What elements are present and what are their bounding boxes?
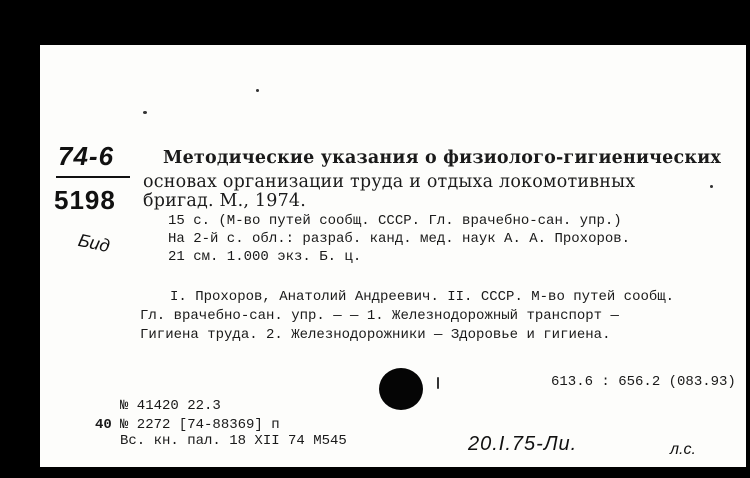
udc-classification: 613.6 : 656.2 (083.93) bbox=[551, 374, 736, 390]
tracing-line-2: Гл. врачебно-сан. упр. — — 1. Железнодорожный транспорт — bbox=[140, 308, 619, 324]
handwritten-initials: л.с. bbox=[670, 441, 696, 458]
shelf-mark-divider bbox=[56, 176, 130, 178]
title-line-3: бригад. М., 1974. bbox=[143, 191, 307, 211]
footer-line-2-prefix: 40 bbox=[95, 417, 112, 433]
card-punch-hole bbox=[379, 368, 423, 410]
shelf-mark-bottom: 5198 bbox=[54, 185, 116, 215]
description-line-3: 21 см. 1.000 экз. Б. ц. bbox=[168, 249, 362, 265]
handwritten-date-note: 20.I.75-Ли. bbox=[468, 433, 578, 455]
dust-speck bbox=[710, 185, 713, 188]
ink-speck bbox=[437, 377, 439, 389]
tracing-line-1: I. Прохоров, Анатолий Андреевич. II. СССР. М-во путей сообщ. bbox=[170, 289, 675, 305]
dust-speck bbox=[256, 89, 259, 92]
tracing-line-3: Гигиена труда. 2. Железнодорожники — Здоровье и гигиена. bbox=[140, 327, 611, 343]
catalog-card bbox=[40, 45, 746, 467]
description-line-2: На 2-й с. обл.: разраб. канд. мед. наук А. А. Прохоров. bbox=[168, 231, 631, 247]
shelf-mark-top: 74-6 bbox=[58, 141, 115, 171]
footer-line-2: № 2272 [74-88369] п bbox=[120, 417, 280, 433]
footer-line-3: Вс. кн. пал. 18 XII 74 М545 bbox=[120, 433, 347, 449]
dust-speck bbox=[143, 111, 147, 114]
handwritten-note-left: Бид bbox=[76, 229, 112, 257]
title-line-2: основах организации труда и отдыха локомотивных bbox=[143, 172, 636, 192]
title-line-1: Методические указания о физиолого-гигиенических bbox=[163, 148, 722, 168]
description-line-1: 15 с. (М-во путей сообщ. СССР. Гл. врачебно-сан. упр.) bbox=[168, 213, 622, 229]
footer-line-1: № 41420 22.3 bbox=[120, 398, 221, 414]
